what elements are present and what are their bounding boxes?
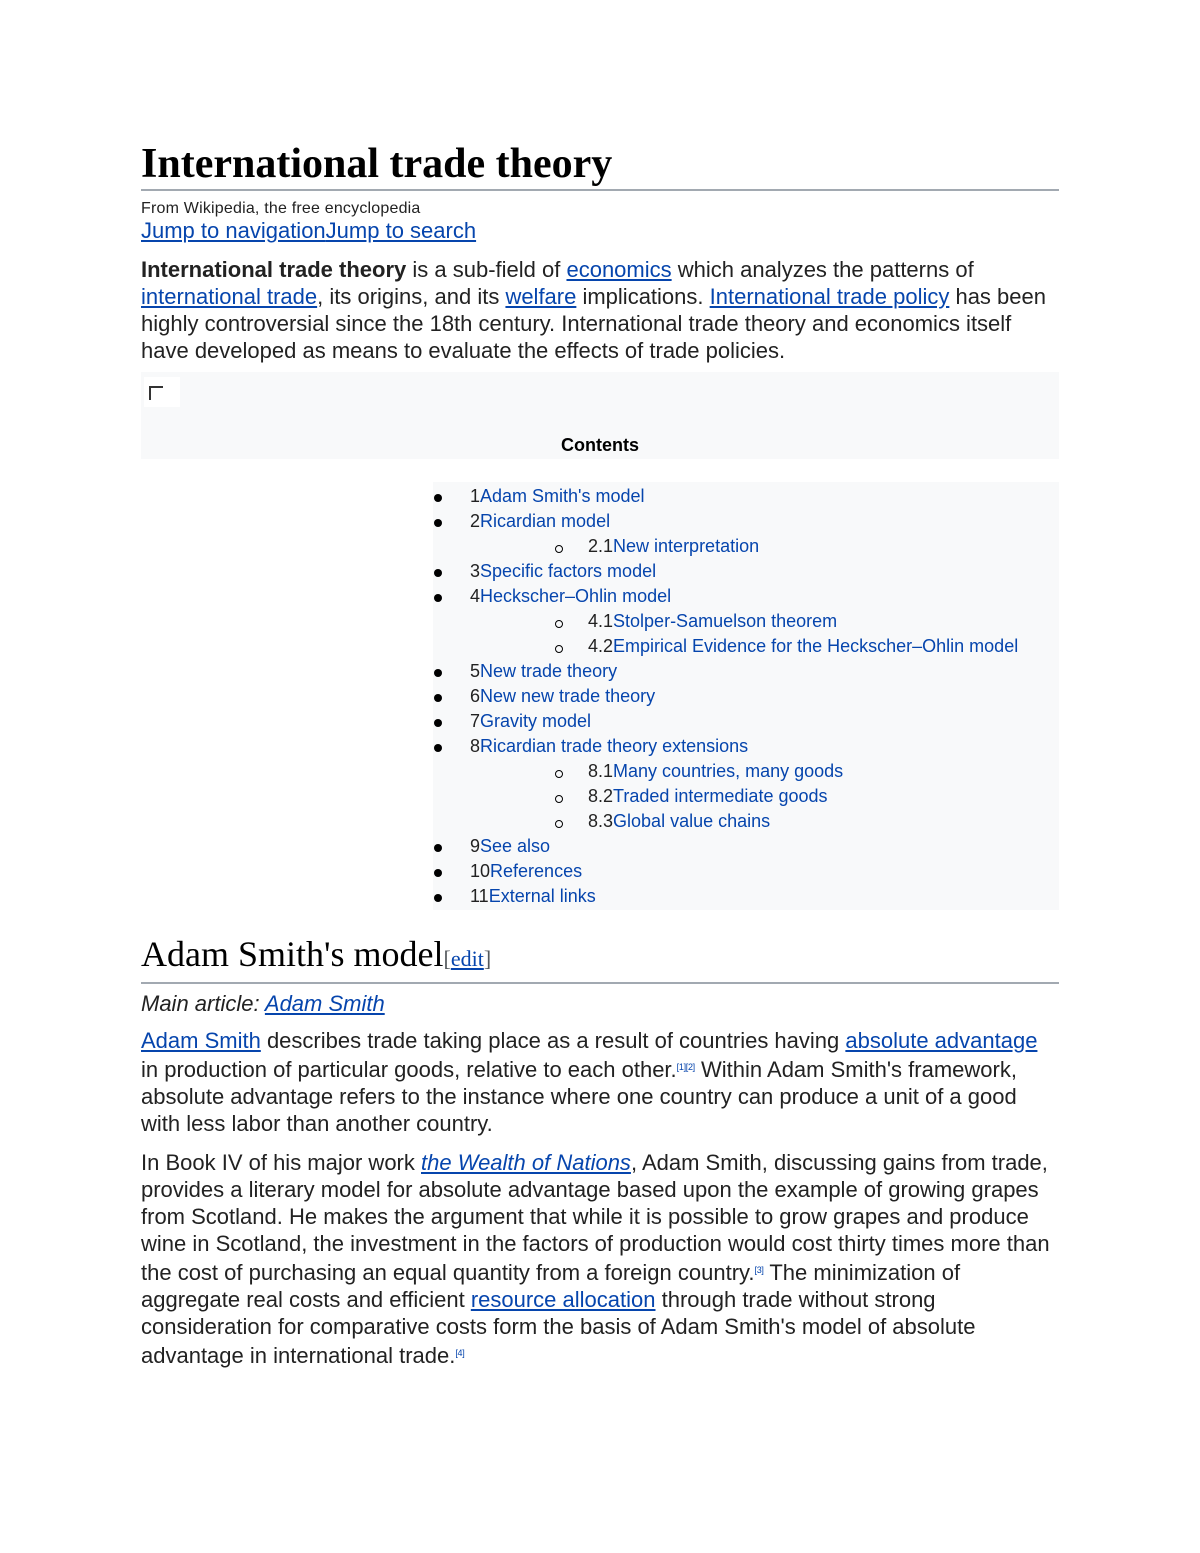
- circle-bullet-icon: [555, 820, 563, 828]
- reference-3[interactable]: [3]: [754, 1265, 764, 1275]
- circle-bullet-icon: [555, 620, 563, 628]
- toc-item-link[interactable]: Traded intermediate goods: [613, 786, 828, 806]
- toc-item-text: [588, 634, 1018, 659]
- bullet-icon: [434, 519, 442, 527]
- site-tagline: From Wikipedia, the free encyclopedia: [141, 200, 421, 217]
- toc-item-text: [470, 584, 671, 609]
- toc-item[interactable]: [433, 559, 1059, 584]
- toc-item[interactable]: [433, 484, 1059, 509]
- toc-item[interactable]: [433, 584, 1059, 609]
- toc-item-number: 4.1: [588, 611, 614, 631]
- toc-item-text: [470, 734, 748, 759]
- intro-paragraph: [141, 256, 1059, 364]
- toc-item-link[interactable]: Gravity model: [480, 711, 592, 731]
- toc-item-text: [470, 684, 655, 709]
- edit-section: [443, 946, 491, 971]
- toc-item-link[interactable]: New interpretation: [613, 536, 760, 556]
- paragraph-text: in production of particular goods, relative to each other.: [141, 1057, 677, 1082]
- toc-item-number: 8.2: [588, 786, 614, 806]
- section-paragraph-2: [141, 1149, 1059, 1369]
- toc-item-link[interactable]: Adam Smith's model: [480, 486, 645, 506]
- toc-item[interactable]: [433, 609, 1059, 634]
- toc-item[interactable]: [433, 659, 1059, 684]
- main-article-link[interactable]: Adam Smith: [264, 991, 385, 1016]
- circle-bullet-icon: [555, 645, 563, 653]
- toc-item-link[interactable]: Ricardian model: [480, 511, 611, 531]
- bullet-icon: [434, 669, 442, 677]
- toc-item-text: [588, 759, 843, 784]
- toc-item-text: [470, 709, 591, 734]
- circle-bullet-icon: [555, 545, 563, 553]
- paragraph-text: The minimization of aggregate real costs and efficient: [141, 1260, 961, 1312]
- toc-item-number: 6: [470, 686, 481, 706]
- wealth-of-nations-link[interactable]: the Wealth of Nations: [421, 1150, 631, 1175]
- adam-smith-link[interactable]: Adam Smith: [141, 1028, 261, 1053]
- toc-item-number: 8.1: [588, 761, 614, 781]
- toc-item-number: 7: [470, 711, 481, 731]
- toc-header: [141, 372, 1059, 459]
- toc-item[interactable]: [433, 634, 1059, 659]
- toc-item[interactable]: [433, 809, 1059, 834]
- toc-item-text: [470, 559, 656, 584]
- toc-item-number: 2: [470, 511, 481, 531]
- intro-bold-term: International trade theory: [141, 257, 407, 282]
- toc-item-link[interactable]: References: [490, 861, 583, 881]
- toc-item-text: [588, 784, 828, 809]
- paragraph-text: , Adam Smith, discussing gains from trade, provides a literary model for absolute advantage based upon the example of growing grapes from Scotland. He makes the argument that while it is possible to grow grapes and produce wine in Scotland, the investment in the factors of production would cost thirty times more than the cost of purchasing an equal quantity from a foreign country.: [141, 1150, 1050, 1285]
- toc-item[interactable]: [433, 709, 1059, 734]
- jump-to-search-link[interactable]: Jump to search: [325, 218, 477, 243]
- toc-item[interactable]: [433, 509, 1059, 534]
- intro-text: is a sub-field of: [406, 257, 567, 282]
- section-paragraph-1: [141, 1027, 1059, 1137]
- toc-item-link[interactable]: Many countries, many goods: [613, 761, 844, 781]
- checkbox-icon: [149, 386, 163, 400]
- toc-item-number: 10: [470, 861, 491, 881]
- toc-item-link[interactable]: New trade theory: [480, 661, 618, 681]
- trade-policy-link[interactable]: International trade policy: [709, 284, 950, 309]
- paragraph-text: Within Adam Smith's framework, absolute advantage refers to the instance where one country can produce a unit of a good with less labor than another country.: [141, 1057, 1017, 1136]
- welfare-link[interactable]: welfare: [505, 284, 577, 309]
- circle-bullet-icon: [555, 770, 563, 778]
- jump-links: [141, 218, 1059, 244]
- edit-section-link[interactable]: edit: [450, 946, 484, 971]
- toc-item[interactable]: [433, 859, 1059, 884]
- toc-item[interactable]: [433, 734, 1059, 759]
- reference-1-2[interactable]: [1][2]: [676, 1062, 695, 1072]
- toc-item-text: [588, 534, 759, 559]
- toc-item-number: 9: [470, 836, 481, 856]
- article-content: [141, 140, 1059, 1369]
- main-article-hatnote: [141, 990, 1059, 1017]
- toc-item[interactable]: [433, 534, 1059, 559]
- bullet-icon: [434, 844, 442, 852]
- intro-text: has been highly controversial since the 18th century. International trade theory and economics itself have developed as means to evaluate the effects of trade policies.: [141, 284, 1046, 363]
- international-trade-link[interactable]: international trade: [141, 284, 318, 309]
- toc-item-text: [470, 834, 550, 859]
- toc-item-link[interactable]: External links: [488, 886, 596, 906]
- edit-bracket: ]: [483, 946, 492, 971]
- intro-text: , its origins, and its: [317, 284, 506, 309]
- bullet-icon: [434, 694, 442, 702]
- jump-to-navigation-link[interactable]: Jump to navigation: [141, 218, 326, 243]
- bullet-icon: [434, 894, 442, 902]
- intro-text: which analyzes the patterns of: [671, 257, 974, 282]
- toc-item-number: 4.2: [588, 636, 614, 656]
- toc-item-link[interactable]: Specific factors model: [480, 561, 657, 581]
- toc-item[interactable]: [433, 834, 1059, 859]
- toc-item-text: [588, 809, 770, 834]
- toc-item-link[interactable]: Global value chains: [613, 811, 771, 831]
- toc-item-number: 4: [470, 586, 481, 606]
- toc-list: [433, 482, 1059, 910]
- toc-item[interactable]: [433, 759, 1059, 784]
- bullet-icon: [434, 744, 442, 752]
- toc-toggle-checkbox[interactable]: [144, 377, 180, 407]
- toc-item[interactable]: [433, 784, 1059, 809]
- toc-item-text: [470, 659, 617, 684]
- toc-item-link[interactable]: New new trade theory: [480, 686, 656, 706]
- toc-item-number: 8: [470, 736, 481, 756]
- absolute-advantage-link[interactable]: absolute advantage: [845, 1028, 1038, 1053]
- toc-item-text: [470, 484, 645, 509]
- edit-bracket: [: [443, 946, 451, 971]
- toc-item-link[interactable]: See also: [480, 836, 551, 856]
- toc-item-link[interactable]: Ricardian trade theory extensions: [480, 736, 749, 756]
- bullet-icon: [434, 569, 442, 577]
- toc-item-link[interactable]: Empirical Evidence for the Heckscher–Ohlin model: [613, 636, 1019, 656]
- hatnote-prefix: Main article:: [141, 991, 265, 1016]
- section-heading-text: Adam Smith's model: [141, 934, 444, 974]
- toc-item-number: 2.1: [588, 536, 614, 556]
- paragraph-text: describes trade taking place as a result of countries having: [260, 1028, 846, 1053]
- bullet-icon: [434, 594, 442, 602]
- paragraph-text: through trade without strong consideration for comparative costs form the basis of Adam Smith's model of absolute advantage in international trade.: [141, 1287, 976, 1368]
- bullet-icon: [434, 494, 442, 502]
- toc-item-text: [470, 884, 596, 909]
- toc-title: Contents: [561, 435, 639, 455]
- toc-item-number: 8.3: [588, 811, 614, 831]
- bullet-icon: [434, 719, 442, 727]
- toc-item-text: [470, 509, 610, 534]
- toc-item-number: 11: [470, 886, 489, 906]
- resource-allocation-link[interactable]: resource allocation: [470, 1287, 656, 1312]
- economics-link[interactable]: economics: [566, 257, 672, 282]
- section-heading: [141, 934, 1059, 984]
- toc-item[interactable]: [433, 684, 1059, 709]
- intro-text: implications.: [576, 284, 710, 309]
- page-title: International trade theory: [141, 140, 1059, 191]
- bullet-icon: [434, 869, 442, 877]
- paragraph-text: In Book IV of his major work: [141, 1150, 421, 1175]
- toc-item-number: 1: [470, 486, 481, 506]
- toc-item[interactable]: [433, 884, 1059, 909]
- toc-item-number: 5: [470, 661, 481, 681]
- toc-item-number: 3: [470, 561, 481, 581]
- toc-item-text: [588, 609, 837, 634]
- toc-item-link[interactable]: Stolper-Samuelson theorem: [613, 611, 838, 631]
- circle-bullet-icon: [555, 795, 563, 803]
- toc-item-link[interactable]: Heckscher–Ohlin model: [480, 586, 672, 606]
- toc-item-text: [470, 859, 582, 884]
- reference-4[interactable]: [4]: [455, 1348, 465, 1358]
